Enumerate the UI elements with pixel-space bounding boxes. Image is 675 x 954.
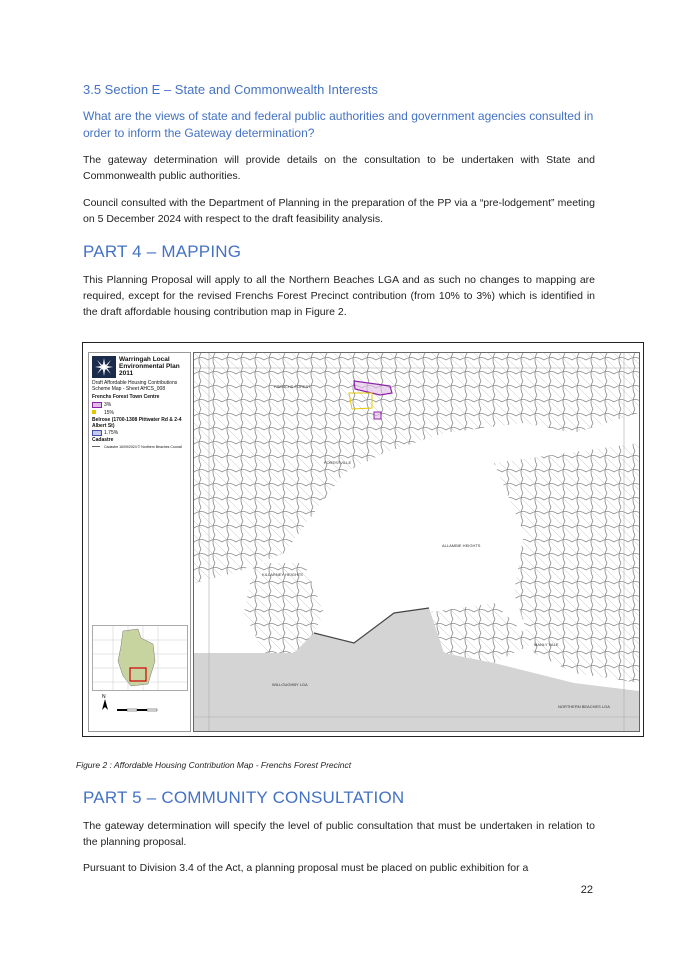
para-gateway: The gateway determination will provide details on the consultation to be undertaken with State and Commonwealth public authorities. (83, 154, 595, 182)
legend-title: Warringah Local Environmental Plan 2011 (119, 356, 180, 377)
part4-heading: PART 4 – MAPPING (83, 242, 242, 261)
map-label-allambie-heights: ALLAMBIE HEIGHTS (442, 543, 481, 548)
locator-inset-map (92, 625, 188, 691)
map-label-northern-beaches-lga: NORTHERN BEACHES LGA (558, 704, 610, 709)
legend-cadastre-note: Cadastre 16/09/2024 © Northern Beaches Council (104, 445, 183, 449)
map-label-manly-vale: MANLY VALE (534, 642, 559, 647)
map-label-forestville: FORESTVILLE (324, 460, 352, 465)
legend-value-3pct: 3% (104, 402, 112, 408)
part5-heading: PART 5 – COMMUNITY CONSULTATION (83, 788, 405, 807)
legend-swatch-cadastre (92, 446, 100, 447)
legend-value-15pct: 15% (104, 410, 115, 416)
map-canvas (193, 352, 640, 732)
svg-text:N: N (102, 694, 106, 700)
figure-caption: Figure 2 : Affordable Housing Contribution Map - Frenchs Forest Precinct (76, 760, 352, 770)
legend-item-cadastre: Cadastre (92, 437, 114, 443)
nsw-logo-icon (92, 356, 116, 378)
map-label-killarney-heights: KILLARNEY HEIGHTS (262, 572, 303, 577)
part4-para: This Planning Proposal will apply to all the Northern Beaches LGA and as such no changes to mapping are required, except for the revised Frenchs Forest Precinct contribution (from 10% to 3%) which is identified in the draft affordable housing contribution map in Figure 2. (83, 274, 595, 318)
scale-bar (117, 701, 167, 719)
section-heading: 3.5 Section E – State and Commonwealth Interests (83, 82, 378, 97)
frenchs-forest-site-parcel (374, 412, 381, 419)
part5-para1: The gateway determination will specify the level of public consultation that must be undertaken in relation to the planning proposal. (83, 820, 595, 848)
legend-item-belrose: Belrose (1700-1308 Pittwater Rd & 2-4 Albert St) (92, 417, 182, 429)
legend-swatch-purple (92, 402, 102, 408)
question-heading: What are the views of state and federal public authorities and government agencies consulted in order to inform the Gateway determination? (83, 109, 594, 140)
legend-item-frenchs-forest: Frenchs Forest Town Centre (92, 394, 160, 400)
map-legend (88, 352, 191, 732)
legend-swatch-yellow (92, 410, 96, 414)
map-label-frenchs-forest: FRENCHS FOREST (274, 384, 311, 389)
north-arrow-icon (99, 693, 111, 716)
page-number: 22 (580, 884, 593, 896)
legend-value-175pct: 1.75% (104, 430, 119, 436)
part5-para2: Pursuant to Division 3.4 of the Act, a planning proposal must be placed on public exhibition for a (83, 862, 529, 874)
map-label-willoughby-lga: WILLOUGHBY LGA (272, 682, 308, 687)
para-council: Council consulted with the Department of Planning in the preparation of the PP via a “pre-lodgement” meeting on 5 December 2024 with respect to the draft feasibility analysis. (83, 197, 595, 225)
legend-subtitle: Draft Affordable Housing Contributions Scheme Map - Sheet AHCS_008 (92, 380, 178, 392)
legend-swatch-blue (92, 430, 102, 436)
